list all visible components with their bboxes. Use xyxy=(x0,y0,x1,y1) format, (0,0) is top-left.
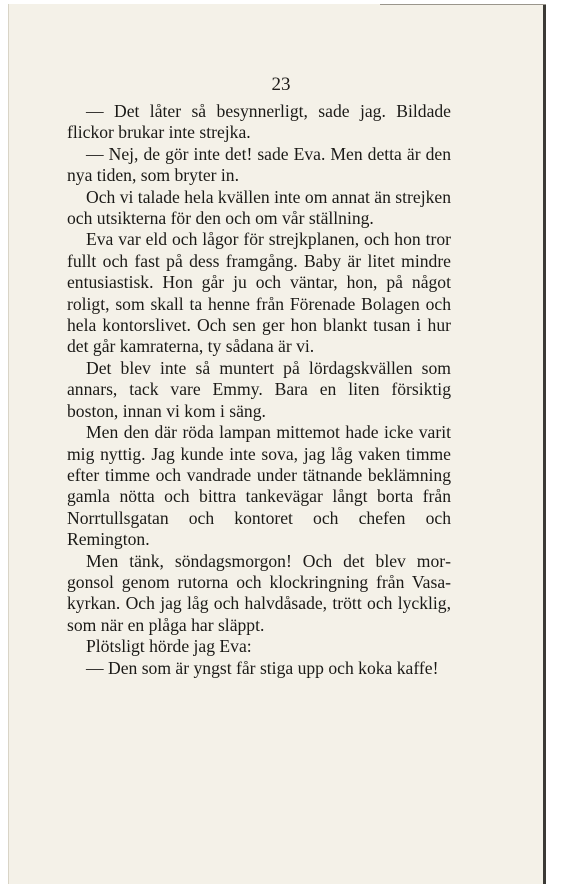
paragraph: Och vi talade hela kvällen inte om annat än strejken och utsikterna för den och om vår ställning. xyxy=(67,186,451,229)
paragraph: — Nej, de gör inte det! sade Eva. Men detta är den nya tiden, som bryter in. xyxy=(67,143,451,186)
body-text xyxy=(67,101,451,679)
paragraph: Det blev inte så muntert på lördagskvällen som annars, tack vare Emmy. Bara en liten försiktig boston, innan vi kom i säng. xyxy=(67,357,451,421)
paragraph: — Den som är yngst får stiga upp och koka kaffe! xyxy=(86,657,439,678)
paragraph: Plötsligt hörde jag Eva: xyxy=(86,636,252,657)
paragraph: Men den där röda lampan mittemot hade icke varit mig nyttig. Jag kunde inte sova, jag låg vaken timme efter timme och vandrade under tätnande beklämning gamla nötta och bittra tankevägar långt borta från Norrtullsgatan och kontoret och chefen och Remington. xyxy=(67,422,451,550)
paragraph: Men tänk, söndagsmorgon! Och det blev morgonsol genom rutorna och klockringning från Vasakyrkan. Och jag låg och halvdåsade, trött och lycklig, som när en plåga har släppt. xyxy=(67,550,451,635)
paragraph: Eva var eld och lågor för strejkplanen, och hon tror fullt och fast på dess framgång. Baby är litet mindre entusiastisk. Hon går ju och väntar, hon, på något roligt, som skall ta henne från Förenade Bolagen och hela kontorslivet. Och sen ger hon blankt tusan i hur det går kamraterna, ty sådana är vi. xyxy=(67,229,451,357)
page-edge-shadow xyxy=(380,4,546,5)
paragraph: — Det låter så besynnerligt, sade jag. Bildade flickor brukar inte strejka. xyxy=(67,101,451,143)
page-number: 23 xyxy=(271,74,291,95)
